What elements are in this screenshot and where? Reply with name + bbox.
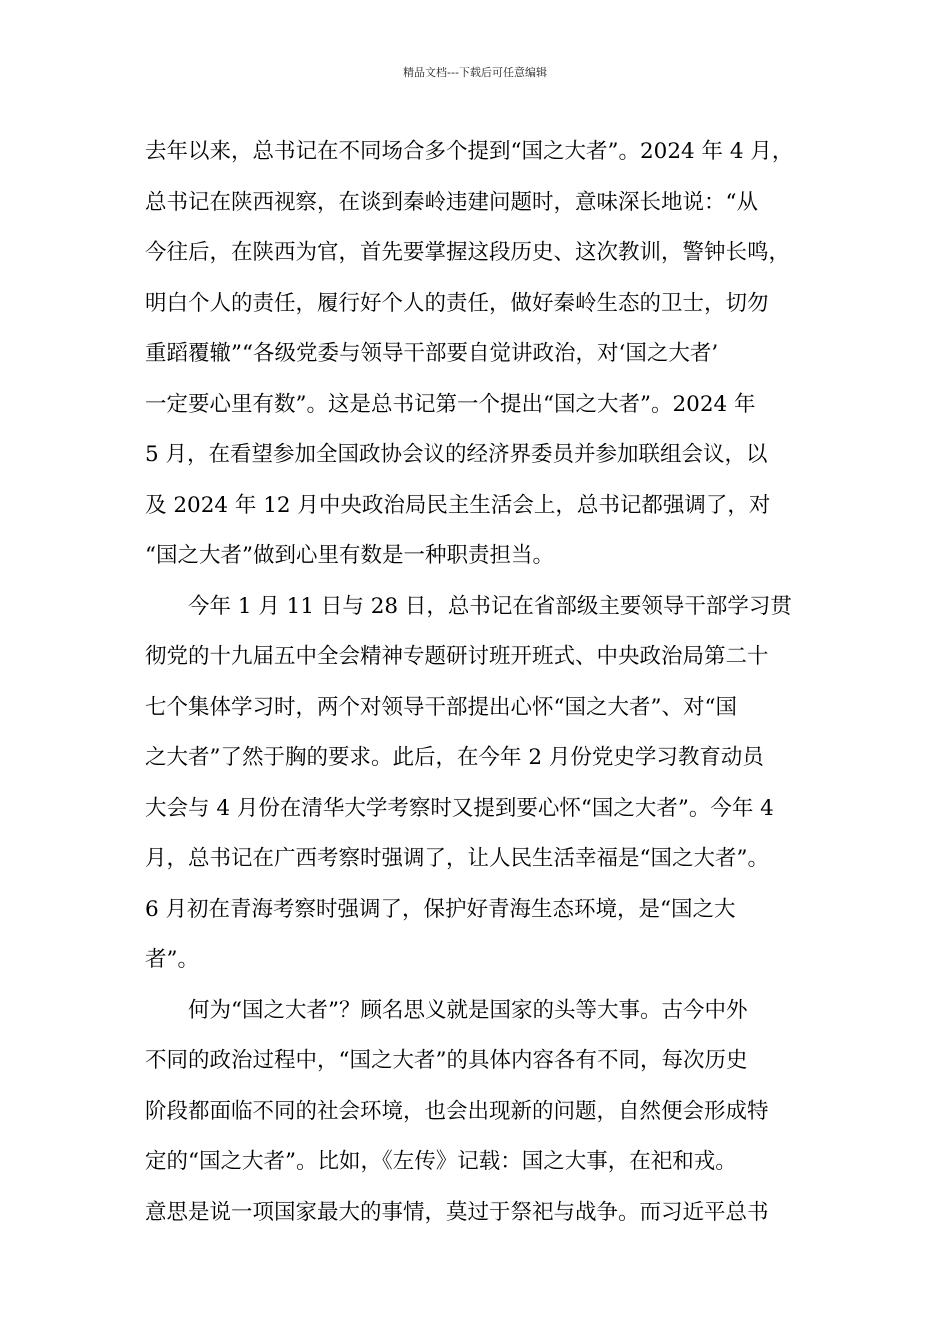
text-line: 何为“国之大者”？顾名思义就是国家的头等大事。古今中外 [145, 997, 748, 1023]
text-line: 今年 1 月 11 日与 28 日，总书记在省部级主要领导干部学习贯 [145, 593, 792, 619]
text-line: 定的“国之大者”。比如，《左传》记载：国之大事，在祀和戎。 [145, 1149, 737, 1174]
text-line: 及 2024 年 12 月中央政治局民主生活会上，总书记都强调了，对 [145, 492, 771, 518]
text-line: 彻党的十九届五中全会精神专题研讨班开班式、中央政治局第二十 [145, 644, 769, 669]
text-line: 七个集体学习时，两个对领导干部提出心怀“国之大者”、对“国 [145, 694, 737, 720]
text-line: 不同的政治过程中，“国之大者”的具体内容各有不同，每次历史 [145, 1048, 748, 1073]
text-line: 明白个人的责任，履行好个人的责任，做好秦岭生态的卫士，切勿 [145, 290, 769, 316]
text-line: 月，总书记在广西考察时强调了，让人民生活幸福是“国之大者”。 [145, 846, 769, 871]
text-line: 重蹈覆辙”“各级党委与领导干部要自觉讲政治，对‘国之大者’ [145, 341, 719, 366]
text-line: 意思是说一项国家最大的事情，莫过于祭祀与战争。而习近平总书 [145, 1199, 769, 1225]
page-header: 精品文档---下载后可任意编辑 [403, 66, 547, 79]
text-line: 一定要心里有数”。这是总书记第一个提出“国之大者”。2024 年 [145, 391, 756, 417]
text-line: “国之大者”做到心里有数是一种职责担当。 [145, 543, 554, 568]
text-line: 总书记在陕西视察，在谈到秦岭违建问题时，意味深长地说：“从 [145, 189, 758, 215]
text-line: 去年以来，总书记在不同场合多个提到“国之大者”。2024 年 4 月， [145, 139, 794, 164]
text-line: 今往后，在陕西为官，首先要掌握这段历史、这次教训，警钟长鸣， [145, 240, 791, 265]
text-line: 阶段都面临不同的社会环境，也会出现新的问题，自然便会形成特 [145, 1098, 769, 1124]
document-body [145, 127, 825, 1238]
text-line: 5 月，在看望参加全国政协会议的经济界委员并参加联组会议，以 [145, 442, 768, 467]
text-line: 大会与 4 月份在清华大学考察时又提到要心怀“国之大者”。今年 4 [145, 795, 774, 821]
text-line: 者”。 [145, 947, 199, 972]
text-line: 6 月初在青海考察时强调了，保护好青海生态环境，是“国之大 [145, 896, 736, 922]
text-line: 之大者”了然于胸的要求。此后，在今年 2 月份党史学习教育动员 [145, 745, 764, 770]
